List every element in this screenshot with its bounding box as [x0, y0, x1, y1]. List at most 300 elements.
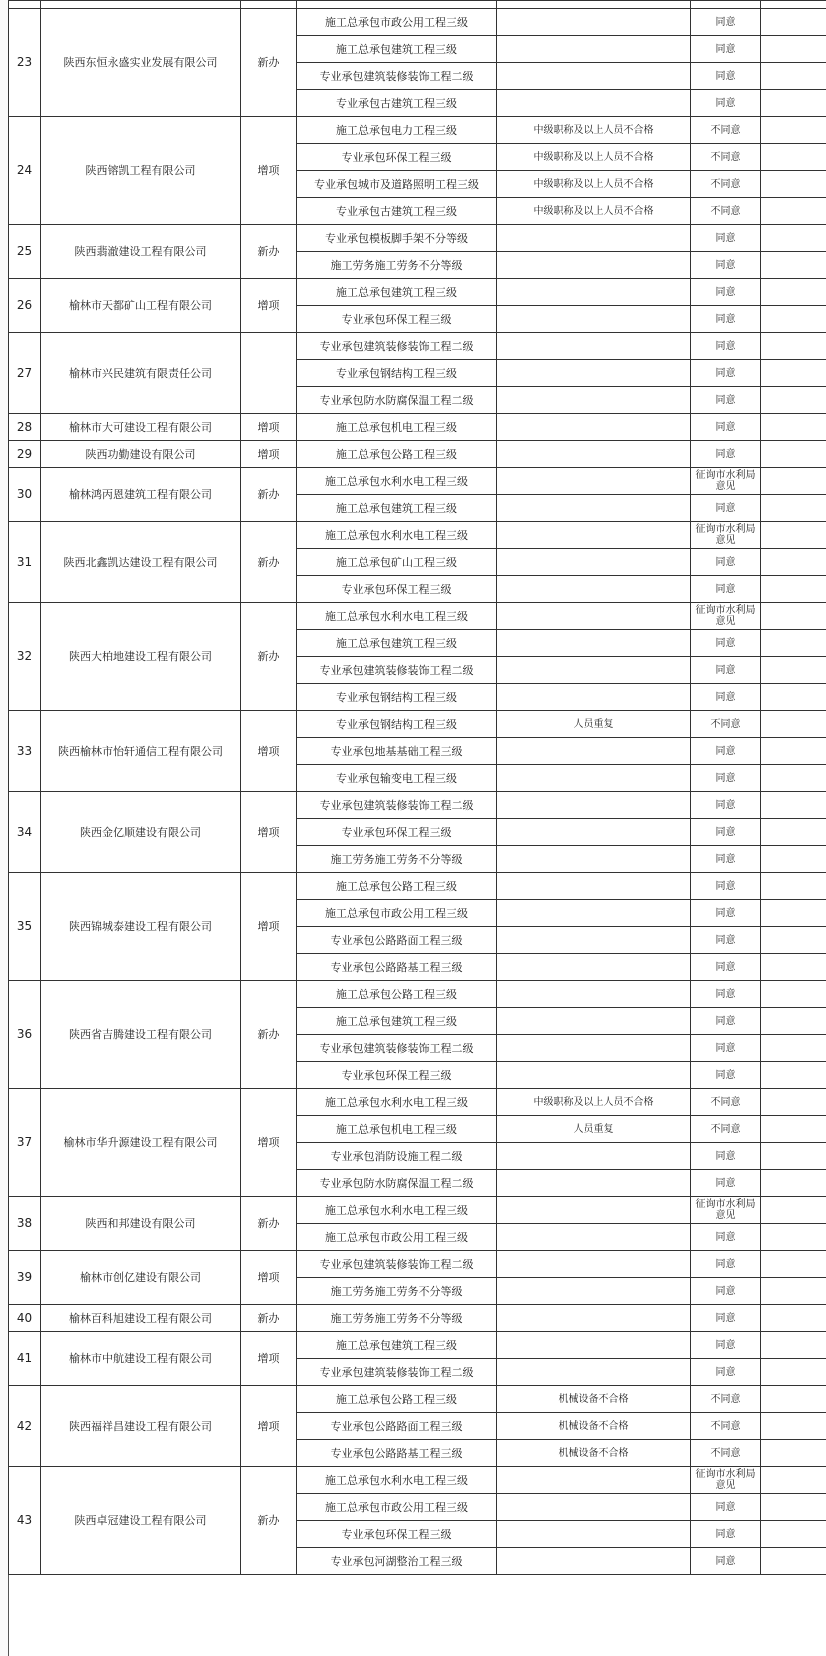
result-cell: 同意: [691, 36, 761, 63]
extra-cell: [761, 495, 826, 522]
result-cell: 同意: [691, 927, 761, 954]
remark-cell: 机械设备不合格: [497, 1440, 691, 1467]
qualification-cell: 施工劳务施工劳务不分等级: [297, 1305, 497, 1332]
application-type: 增项: [241, 414, 297, 441]
result-cell: 同意: [691, 1035, 761, 1062]
result-cell: 同意: [691, 1143, 761, 1170]
table-row: [9, 1386, 826, 1413]
extra-cell: [761, 927, 826, 954]
remark-cell: [497, 981, 691, 1008]
result-cell: 同意: [691, 576, 761, 603]
extra-cell: [761, 900, 826, 927]
remark-cell: 中级职称及以上人员不合格: [497, 117, 691, 144]
result-cell: 同意: [691, 1548, 761, 1575]
remark-cell: [497, 1170, 691, 1197]
remark-cell: [497, 657, 691, 684]
extra-cell: [761, 765, 826, 792]
result-cell: 征询市水利局意见: [691, 1197, 761, 1224]
extra-cell: [761, 1197, 826, 1224]
row-number: 40: [9, 1305, 41, 1332]
qualification-cell: 专业承包环保工程三级: [297, 144, 497, 171]
result-cell: 同意: [691, 495, 761, 522]
qualification-cell: 专业承包建筑装修装饰工程二级: [297, 1359, 497, 1386]
qualification-cell: 施工总承包建筑工程三级: [297, 36, 497, 63]
qualification-cell: 施工总承包建筑工程三级: [297, 495, 497, 522]
result-cell: [691, 1, 761, 9]
result-cell: 征询市水利局意见: [691, 522, 761, 549]
company-name: 陕西大柏地建设工程有限公司: [41, 603, 241, 711]
qualification-cell: 施工劳务施工劳务不分等级: [297, 1278, 497, 1305]
remark-cell: [497, 225, 691, 252]
row-number: 28: [9, 414, 41, 441]
extra-cell: [761, 819, 826, 846]
extra-cell: [761, 1359, 826, 1386]
qualification-cell: 施工总承包水利水电工程三级: [297, 1089, 497, 1116]
qualification-cell: 施工总承包矿山工程三级: [297, 549, 497, 576]
result-cell: 同意: [691, 414, 761, 441]
remark-cell: [497, 684, 691, 711]
row-number: 37: [9, 1089, 41, 1197]
result-cell: 同意: [691, 549, 761, 576]
extra-cell: [761, 198, 826, 225]
qualification-cell: 施工总承包市政公用工程三级: [297, 1224, 497, 1251]
remark-cell: [497, 414, 691, 441]
extra-cell: [761, 1116, 826, 1143]
remark-cell: [497, 1494, 691, 1521]
result-cell: 同意: [691, 387, 761, 414]
result-cell: 同意: [691, 1494, 761, 1521]
extra-cell: [761, 1008, 826, 1035]
qualification-cell: 施工总承包公路工程三级: [297, 1386, 497, 1413]
remark-cell: [497, 468, 691, 495]
remark-cell: [497, 738, 691, 765]
table-row: [9, 603, 826, 630]
extra-cell: [761, 1224, 826, 1251]
company-name: 榆林市天都矿山工程有限公司: [41, 279, 241, 333]
application-type: 增项: [241, 117, 297, 225]
application-type: 增项: [241, 1251, 297, 1305]
result-cell: 同意: [691, 1521, 761, 1548]
qualification-cell: 专业承包环保工程三级: [297, 819, 497, 846]
row-number: 33: [9, 711, 41, 792]
company-name: 陕西翡澈建设工程有限公司: [41, 225, 241, 279]
extra-cell: [761, 1548, 826, 1575]
result-cell: 同意: [691, 981, 761, 1008]
company-name: 榆林鸿丙恩建筑工程有限公司: [41, 468, 241, 522]
qualification-cell: 专业承包建筑装修装饰工程二级: [297, 1251, 497, 1278]
qualification-cell: 专业承包古建筑工程三级: [297, 90, 497, 117]
result-cell: 同意: [691, 873, 761, 900]
row-number: 36: [9, 981, 41, 1089]
qualification-cell: 施工总承包建筑工程三级: [297, 630, 497, 657]
qualification-cell: 施工总承包水利水电工程三级: [297, 522, 497, 549]
extra-cell: [761, 9, 826, 36]
extra-cell: [761, 144, 826, 171]
extra-cell: [761, 603, 826, 630]
result-cell: 同意: [691, 279, 761, 306]
result-cell: 不同意: [691, 1440, 761, 1467]
row-number: 32: [9, 603, 41, 711]
remark-cell: [497, 1251, 691, 1278]
result-cell: 同意: [691, 1332, 761, 1359]
table-row: [9, 441, 826, 468]
remark-cell: [497, 1197, 691, 1224]
extra-cell: [761, 873, 826, 900]
qualification-cell: 施工总承包公路工程三级: [297, 981, 497, 1008]
extra-cell: [761, 360, 826, 387]
extra-cell: [761, 225, 826, 252]
extra-cell: [761, 387, 826, 414]
remark-cell: 人员重复: [497, 711, 691, 738]
extra-cell: [761, 63, 826, 90]
remark-cell: [497, 1305, 691, 1332]
result-cell: 同意: [691, 738, 761, 765]
table-row: [9, 792, 826, 819]
extra-cell: [761, 1035, 826, 1062]
extra-cell: [761, 441, 826, 468]
row-number: 27: [9, 333, 41, 414]
remark-cell: [497, 1008, 691, 1035]
result-cell: 不同意: [691, 144, 761, 171]
extra-cell: [761, 1413, 826, 1440]
table-row: [9, 1089, 826, 1116]
remark-cell: 中级职称及以上人员不合格: [497, 198, 691, 225]
remark-cell: [497, 846, 691, 873]
extra-cell: [761, 1278, 826, 1305]
result-cell: 同意: [691, 225, 761, 252]
remark-cell: [497, 360, 691, 387]
table-row: [9, 225, 826, 252]
table-row: [9, 1, 826, 9]
extra-cell: [761, 1089, 826, 1116]
remark-cell: [497, 954, 691, 981]
qualification-cell: 施工总承包电力工程三级: [297, 117, 497, 144]
extra-cell: [761, 414, 826, 441]
qualification-cell: 施工总承包建筑工程三级: [297, 279, 497, 306]
remark-cell: [497, 387, 691, 414]
result-cell: 不同意: [691, 1089, 761, 1116]
remark-cell: [497, 792, 691, 819]
application-type: 增项: [241, 1386, 297, 1467]
extra-cell: [761, 846, 826, 873]
table-row: [9, 1467, 826, 1494]
qualification-cell: 专业承包建筑装修装饰工程二级: [297, 333, 497, 360]
qualification-cell: 专业承包环保工程三级: [297, 1062, 497, 1089]
result-cell: 同意: [691, 63, 761, 90]
row-number: 23: [9, 9, 41, 117]
qualification-cell: 专业承包地基基础工程三级: [297, 738, 497, 765]
result-cell: 同意: [691, 1278, 761, 1305]
remark-cell: [497, 1, 691, 9]
extra-cell: [761, 1521, 826, 1548]
result-cell: 同意: [691, 360, 761, 387]
result-cell: 同意: [691, 684, 761, 711]
qualification-cell: 施工劳务施工劳务不分等级: [297, 846, 497, 873]
remark-cell: [497, 1035, 691, 1062]
result-cell: 不同意: [691, 198, 761, 225]
application-type: 新办: [241, 1467, 297, 1575]
qualification-cell: 专业承包模板脚手架不分等级: [297, 225, 497, 252]
table-row: [9, 468, 826, 495]
application-type: 新办: [241, 225, 297, 279]
remark-cell: [497, 1332, 691, 1359]
table-body: [9, 1, 826, 1575]
extra-cell: [761, 792, 826, 819]
company-name: 榆林市兴民建筑有限责任公司: [41, 333, 241, 414]
extra-cell: [761, 1440, 826, 1467]
result-cell: 同意: [691, 90, 761, 117]
qualification-cell: 专业承包建筑装修装饰工程二级: [297, 792, 497, 819]
qualification-cell: 专业承包环保工程三级: [297, 1521, 497, 1548]
qualification-cell: 专业承包河湖整治工程三级: [297, 1548, 497, 1575]
qualification-cell: 专业承包建筑装修装饰工程二级: [297, 657, 497, 684]
extra-cell: [761, 117, 826, 144]
qualification-cell: 施工总承包水利水电工程三级: [297, 603, 497, 630]
remark-cell: [497, 9, 691, 36]
remark-cell: [497, 603, 691, 630]
company-name: 陕西榆林市怡轩通信工程有限公司: [41, 711, 241, 792]
application-type: 增项: [241, 441, 297, 468]
extra-cell: [761, 1467, 826, 1494]
remark-cell: [497, 279, 691, 306]
extra-cell: [761, 738, 826, 765]
extra-cell: [761, 1305, 826, 1332]
extra-cell: [761, 252, 826, 279]
remark-cell: [497, 549, 691, 576]
extra-cell: [761, 1494, 826, 1521]
qualification-cell: 施工总承包公路工程三级: [297, 873, 497, 900]
extra-cell: [761, 549, 826, 576]
remark-cell: [497, 495, 691, 522]
extra-cell: [761, 1332, 826, 1359]
application-type: 增项: [241, 1332, 297, 1386]
application-type: [241, 333, 297, 414]
remark-cell: [497, 1548, 691, 1575]
remark-cell: [497, 36, 691, 63]
application-type: 新办: [241, 981, 297, 1089]
application-type: 新办: [241, 522, 297, 603]
extra-cell: [761, 468, 826, 495]
application-type: 增项: [241, 873, 297, 981]
qualification-cell: 施工总承包公路工程三级: [297, 441, 497, 468]
remark-cell: [497, 576, 691, 603]
qualification-cell: 专业承包防水防腐保温工程二级: [297, 1170, 497, 1197]
result-cell: 不同意: [691, 1116, 761, 1143]
result-cell: 征询市水利局意见: [691, 603, 761, 630]
company-name: 榆林百科旭建设工程有限公司: [41, 1305, 241, 1332]
remark-cell: [497, 1467, 691, 1494]
extra-cell: [761, 522, 826, 549]
application-type: 新办: [241, 468, 297, 522]
qualification-cell: 专业承包钢结构工程三级: [297, 711, 497, 738]
company-name: 陕西卓冠建设工程有限公司: [41, 1467, 241, 1575]
qualification-cell: 施工总承包水利水电工程三级: [297, 1197, 497, 1224]
application-type: [241, 1, 297, 9]
remark-cell: 机械设备不合格: [497, 1413, 691, 1440]
company-name: 陕西省吉腾建设工程有限公司: [41, 981, 241, 1089]
row-number: 30: [9, 468, 41, 522]
table-row: [9, 1251, 826, 1278]
row-number: [9, 1, 41, 9]
application-type: 新办: [241, 1197, 297, 1251]
qualification-cell: 专业承包建筑装修装饰工程二级: [297, 1035, 497, 1062]
qualification-cell: 施工总承包市政公用工程三级: [297, 9, 497, 36]
qualification-cell: 专业承包环保工程三级: [297, 576, 497, 603]
row-number: 26: [9, 279, 41, 333]
remark-cell: 中级职称及以上人员不合格: [497, 1089, 691, 1116]
table-row: [9, 981, 826, 1008]
row-number: 42: [9, 1386, 41, 1467]
result-cell: 同意: [691, 954, 761, 981]
remark-cell: [497, 927, 691, 954]
table-row: [9, 1197, 826, 1224]
qualification-cell: 施工总承包水利水电工程三级: [297, 1467, 497, 1494]
qualification-cell: [297, 1, 497, 9]
qualification-cell: 专业承包防水防腐保温工程二级: [297, 387, 497, 414]
remark-cell: 中级职称及以上人员不合格: [497, 171, 691, 198]
qualification-cell: 专业承包公路路面工程三级: [297, 927, 497, 954]
table-row: [9, 873, 826, 900]
qualification-cell: 专业承包公路路基工程三级: [297, 954, 497, 981]
remark-cell: [497, 1143, 691, 1170]
remark-cell: [497, 90, 691, 117]
company-name: 陕西镕凯工程有限公司: [41, 117, 241, 225]
table-row: [9, 711, 826, 738]
row-number: 31: [9, 522, 41, 603]
remark-cell: [497, 1278, 691, 1305]
row-number: 43: [9, 1467, 41, 1575]
result-cell: 不同意: [691, 711, 761, 738]
qualification-cell: 施工总承包机电工程三级: [297, 414, 497, 441]
remark-cell: 机械设备不合格: [497, 1386, 691, 1413]
result-cell: 同意: [691, 657, 761, 684]
row-number: 35: [9, 873, 41, 981]
extra-cell: [761, 684, 826, 711]
row-number: 25: [9, 225, 41, 279]
application-type: 增项: [241, 792, 297, 873]
extra-cell: [761, 306, 826, 333]
extra-cell: [761, 711, 826, 738]
company-name: [41, 1, 241, 9]
remark-cell: 人员重复: [497, 1116, 691, 1143]
qualification-cell: 专业承包公路路面工程三级: [297, 1413, 497, 1440]
extra-cell: [761, 1170, 826, 1197]
remark-cell: 中级职称及以上人员不合格: [497, 144, 691, 171]
qualification-cell: 施工总承包水利水电工程三级: [297, 468, 497, 495]
extra-cell: [761, 630, 826, 657]
qualification-cell: 专业承包钢结构工程三级: [297, 360, 497, 387]
qualification-cell: 专业承包环保工程三级: [297, 306, 497, 333]
extra-cell: [761, 333, 826, 360]
extra-cell: [761, 1143, 826, 1170]
result-cell: 征询市水利局意见: [691, 468, 761, 495]
result-cell: 同意: [691, 792, 761, 819]
table-row: [9, 333, 826, 360]
remark-cell: [497, 900, 691, 927]
row-number: 38: [9, 1197, 41, 1251]
qualification-cell: 施工总承包市政公用工程三级: [297, 900, 497, 927]
qualification-cell: 专业承包公路路基工程三级: [297, 1440, 497, 1467]
remark-cell: [497, 1062, 691, 1089]
qualification-cell: 专业承包输变电工程三级: [297, 765, 497, 792]
table-row: [9, 522, 826, 549]
result-cell: 同意: [691, 765, 761, 792]
result-cell: 同意: [691, 819, 761, 846]
row-number: 34: [9, 792, 41, 873]
extra-cell: [761, 1, 826, 9]
application-type: 新办: [241, 1305, 297, 1332]
row-number: 39: [9, 1251, 41, 1305]
table-row: [9, 117, 826, 144]
result-cell: 不同意: [691, 1413, 761, 1440]
result-cell: 同意: [691, 333, 761, 360]
extra-cell: [761, 90, 826, 117]
row-number: 24: [9, 117, 41, 225]
result-cell: 不同意: [691, 171, 761, 198]
qualification-cell: 专业承包消防设施工程二级: [297, 1143, 497, 1170]
company-name: 榆林市中航建设工程有限公司: [41, 1332, 241, 1386]
qualification-cell: 施工总承包建筑工程三级: [297, 1008, 497, 1035]
table-row: [9, 1305, 826, 1332]
company-name: 榆林市华升源建设工程有限公司: [41, 1089, 241, 1197]
qualification-cell: 施工总承包机电工程三级: [297, 1116, 497, 1143]
remark-cell: [497, 765, 691, 792]
application-type: 增项: [241, 1089, 297, 1197]
result-cell: 同意: [691, 1170, 761, 1197]
remark-cell: [497, 252, 691, 279]
table-row: [9, 279, 826, 306]
result-cell: 不同意: [691, 117, 761, 144]
company-name: 陕西功勤建设有限公司: [41, 441, 241, 468]
qualification-cell: 施工总承包市政公用工程三级: [297, 1494, 497, 1521]
extra-cell: [761, 1386, 826, 1413]
extra-cell: [761, 36, 826, 63]
company-name: 陕西锦城泰建设工程有限公司: [41, 873, 241, 981]
company-name: 榆林市大可建设工程有限公司: [41, 414, 241, 441]
result-cell: 同意: [691, 846, 761, 873]
company-name: 陕西福祥昌建设工程有限公司: [41, 1386, 241, 1467]
company-name: 榆林市创亿建设有限公司: [41, 1251, 241, 1305]
result-cell: 同意: [691, 306, 761, 333]
company-name: 陕西东恒永盛实业发展有限公司: [41, 9, 241, 117]
extra-cell: [761, 981, 826, 1008]
remark-cell: [497, 306, 691, 333]
result-cell: 同意: [691, 252, 761, 279]
qualification-cell: 专业承包古建筑工程三级: [297, 198, 497, 225]
extra-cell: [761, 954, 826, 981]
remark-cell: [497, 1224, 691, 1251]
qualification-cell: 专业承包建筑装修装饰工程二级: [297, 63, 497, 90]
application-type: 新办: [241, 603, 297, 711]
remark-cell: [497, 63, 691, 90]
application-type: 增项: [241, 279, 297, 333]
extra-cell: [761, 279, 826, 306]
application-type: 增项: [241, 711, 297, 792]
remark-cell: [497, 630, 691, 657]
extra-cell: [761, 171, 826, 198]
remark-cell: [497, 441, 691, 468]
result-cell: 不同意: [691, 1386, 761, 1413]
row-number: 41: [9, 1332, 41, 1386]
result-cell: 同意: [691, 1008, 761, 1035]
result-cell: 同意: [691, 441, 761, 468]
result-cell: 同意: [691, 900, 761, 927]
extra-cell: [761, 657, 826, 684]
remark-cell: [497, 333, 691, 360]
company-name: 陕西北鑫凯达建设工程有限公司: [41, 522, 241, 603]
remark-cell: [497, 1359, 691, 1386]
result-cell: 同意: [691, 1224, 761, 1251]
